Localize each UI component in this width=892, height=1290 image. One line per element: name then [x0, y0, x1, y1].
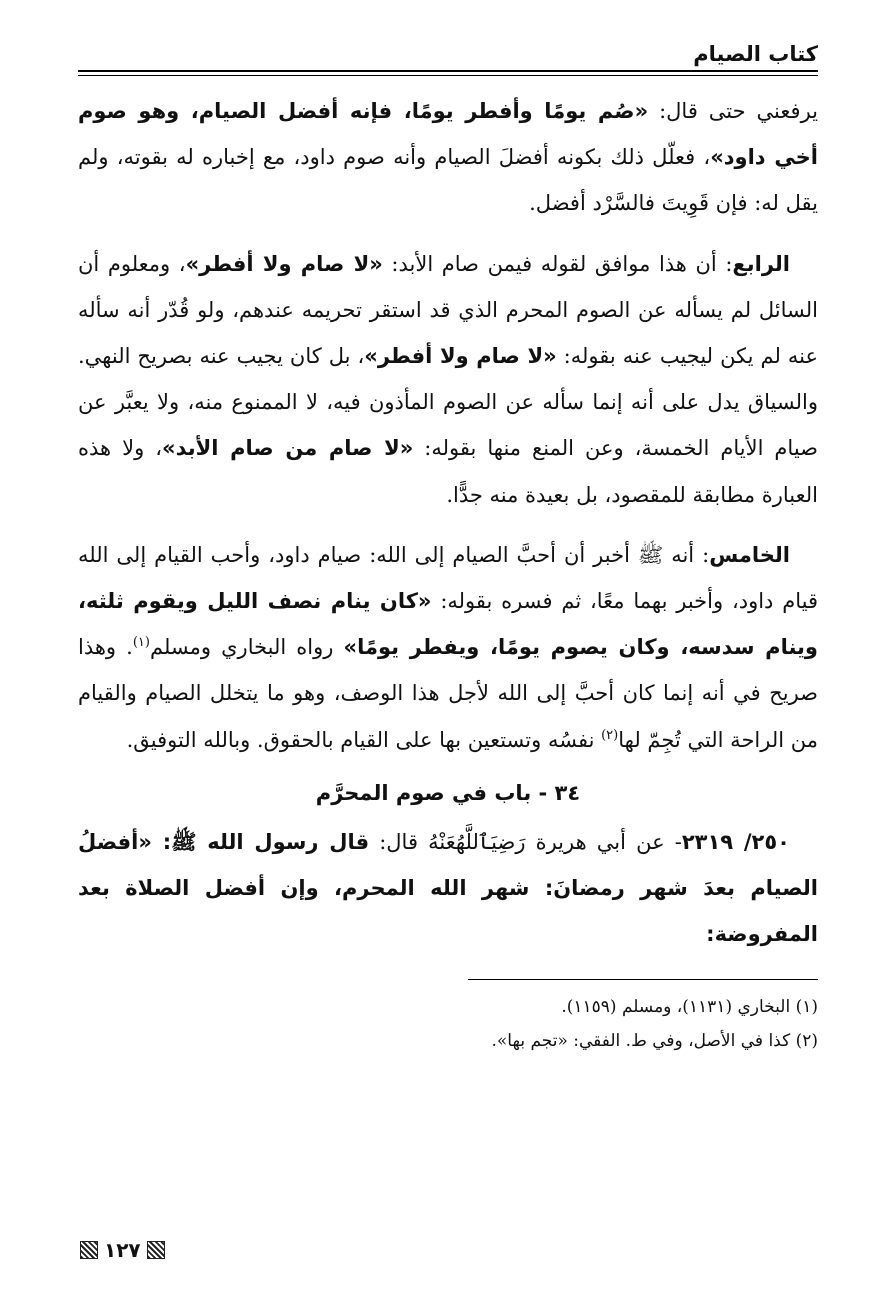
quote-bold: «لا صام ولا أفطر» [185, 251, 383, 276]
text-run: نفسُه وتستعين بها على القيام بالحقوق. وبالله التوفيق. [126, 727, 602, 752]
footnotes [78, 990, 818, 1058]
hadith-paragraph [78, 819, 818, 958]
paragraph-2 [78, 241, 818, 518]
footnote-1: (١) البخاري (١١٣١)، ومسلم (١١٥٩). [561, 997, 818, 1018]
paragraph-3 [78, 532, 818, 763]
footnote-ref[interactable]: (١) [132, 635, 150, 651]
text-run: ، فعلّل ذلك بكونه أفضلَ الصيام وأنه صوم داود، مع إخباره له بقوته، ولم يقل له: فإن قَوِيتَ فالسَّرْد أفضل. [78, 145, 818, 216]
page-number: ١٢٧ [104, 1238, 141, 1262]
quote-bold: «كان ينام نصف الليل ويقوم ثلثه، وينام سدسه، وكان يصوم يومًا، ويفطر يومًا» [78, 589, 818, 660]
hadith-number: ٢٥٠/ ٢٣١٩ [681, 829, 790, 854]
running-header-title: كتاب الصيام [693, 42, 818, 66]
text-run: - عن أبي هريرة رَضِيَٱللَّهُعَنْهُ قال: [369, 829, 682, 854]
point-lead: الخامس [709, 542, 790, 567]
text-run: ، ولا هذه العبارة مطابقة للمقصود، بل بعيدة منه جدًّا. [78, 436, 818, 507]
quote-bold: «لا صام ولا أفطر» [364, 344, 557, 369]
body-text [78, 88, 818, 957]
quote-bold: قال رسول الله ﷺ: «أفضلُ الصيام بعدَ شهر رمضانَ: شهر الله المحرم، وإن أفضل الصلاة بعد المفروضة: [78, 829, 818, 947]
text-run: ، بل كان يجيب عنه بصريح النهي. والسياق يدل على أنه إنما سأله عن الصوم المأذون فيه، لا الممنوع منه، ولا يعبَّر عن صيام الأيام الخمسة، وعن المنع منها بقوله: [78, 344, 818, 461]
paragraph-1 [78, 88, 818, 227]
footnote-2: (٢) كذا في الأصل، وفي ط. الفقي: «تجم بها». [491, 1031, 818, 1052]
page [78, 40, 818, 1058]
text-run: : أن هذا موافق لقوله فيمن صام الأبد: [382, 251, 733, 276]
point-lead: الرابع [732, 251, 790, 276]
text-run: . وهذا صريح في أنه إنما كان أحبَّ إلى الله لأجل هذا الوصف، وهو ما يتخلل الصيام والقيام من الراحة التي تُجِمّ لها [78, 635, 818, 752]
ornament-icon [80, 1241, 98, 1259]
page-number-block [80, 1238, 165, 1262]
text-run: : أنه ﷺ أخبر أن أحبَّ الصيام إلى الله: صيام داود، وأحب القيام إلى الله قيام داود، وأخبر بهما معًا، ثم فسره بقوله: [78, 542, 818, 614]
quote-bold: «صُم يومًا وأفطر يومًا، فإنه أفضل الصيام، وهو صوم أخي داود» [78, 99, 818, 170]
section-heading: ٣٤ - باب في صوم المحرَّم [315, 780, 581, 805]
header-rule-thick [78, 70, 818, 72]
text-run: ، ومعلوم أن السائل لم يسأله عن الصوم المحرم الذي قد استقر تحريمه عندهم، ولو قُدّر أنه سأله عنه لم يكن ليجيب عنه بقوله: [78, 251, 818, 369]
text-run: رواه البخاري ومسلم [149, 635, 344, 660]
text-run: يرفعني حتى قال: [648, 99, 818, 123]
ornament-icon [147, 1241, 165, 1259]
header-rule-thin [78, 75, 818, 76]
quote-bold: «لا صام من صام الأبد» [162, 436, 414, 461]
footnote-rule [468, 979, 818, 980]
footnote-ref[interactable]: (٢) [601, 727, 619, 743]
